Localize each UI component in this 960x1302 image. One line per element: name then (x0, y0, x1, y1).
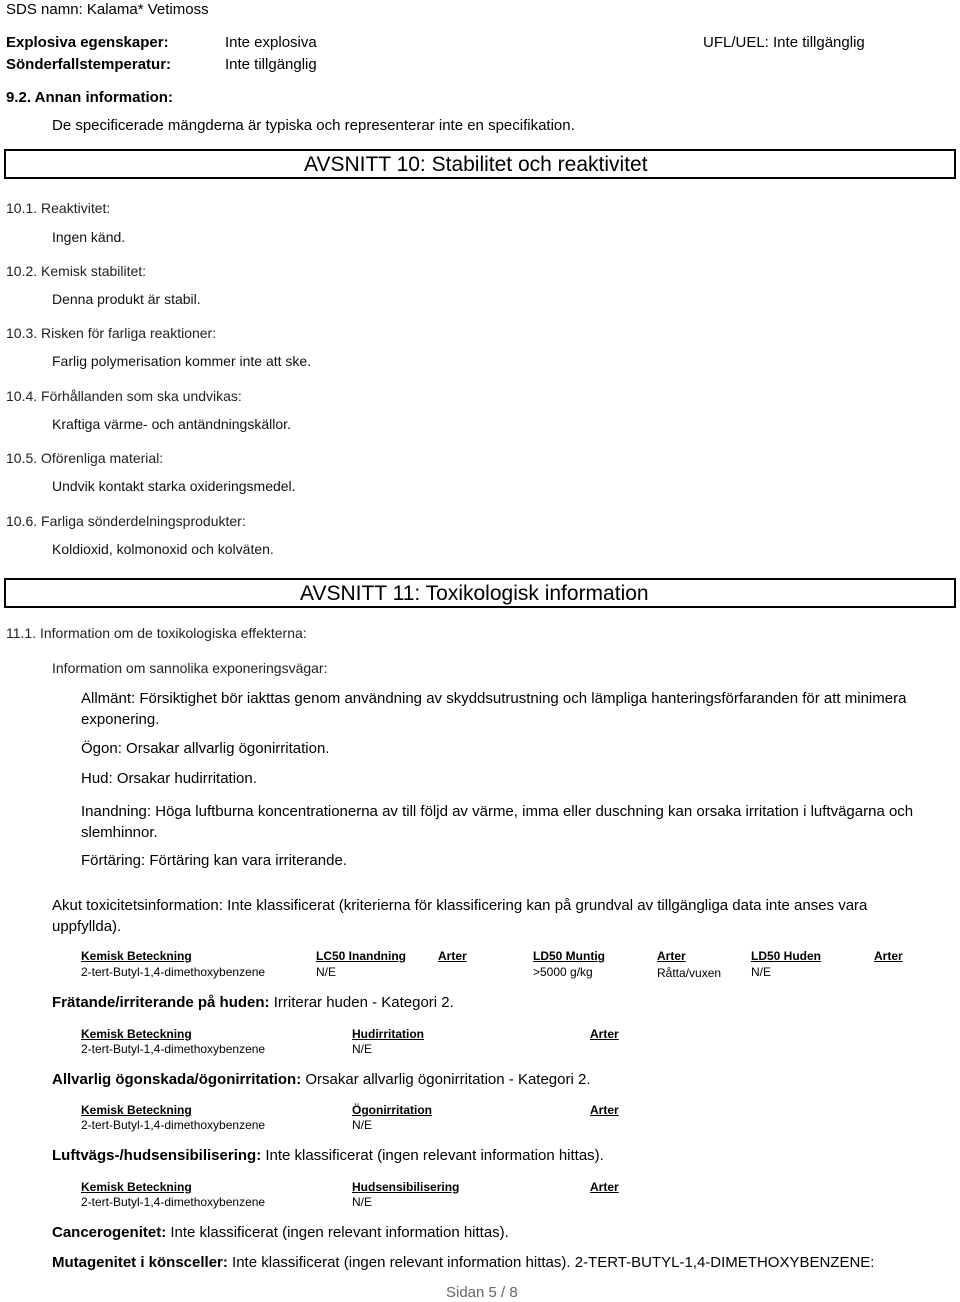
item-10-4-title: 10.4. Förhållanden som ska undvikas: (6, 388, 242, 404)
table-cell: N/E (352, 1195, 373, 1209)
table-header: Arter (590, 1180, 619, 1194)
table-header: Hudsensibilisering (352, 1180, 460, 1194)
eyes-line (81, 740, 329, 757)
table-header: Arter (874, 949, 903, 963)
table-header: LD50 Muntig (533, 949, 605, 963)
item-10-3-title: 10.3. Risken för farliga reaktioner: (6, 325, 217, 341)
table-cell: N/E (352, 1118, 373, 1132)
mutagenicity-text: Inte klassificerat (ingen relevant information hittas). 2-TERT-BUTYL-1,4-DIMETHOXYBENZENE: (232, 1254, 875, 1271)
explosive-value: Inte explosiva (225, 34, 317, 51)
mutagenicity-label: Mutagenitet i könsceller: (52, 1254, 228, 1271)
table-header: Arter (657, 949, 686, 963)
table-header: Arter (590, 1027, 619, 1041)
exposure-routes-title: Information om sannolika exponeringsvägar: (52, 660, 328, 676)
inhalation-label: Inandning: (81, 803, 152, 820)
ufl-uel-value: UFL/UEL: Inte tillgänglig (703, 34, 865, 51)
table-header: LC50 Inandning (316, 949, 406, 963)
section-9-2-text: De specificerade mängderna är typiska och representerar inte en specifikation. (52, 117, 575, 134)
eye-damage-text: Orsakar allvarlig ögonirritation - Kategori 2. (305, 1071, 591, 1088)
table-cell: 2-tert-Butyl-1,4-dimethoxybenzene (81, 1042, 266, 1056)
section-10-title: AVSNITT 10: Stabilitet och reaktivitet (304, 153, 648, 176)
ingestion-text: Förtäring kan vara irriterande. (149, 852, 347, 869)
skin-line (81, 770, 257, 787)
table-cell: 2-tert-Butyl-1,4-dimethoxybenzene (81, 1118, 266, 1132)
skin-label: Hud: (81, 770, 113, 787)
table-header: Kemisk Beteckning (81, 949, 192, 963)
section-11-title: AVSNITT 11: Toxikologisk information (300, 582, 649, 605)
item-10-2-title: 10.2. Kemisk stabilitet: (6, 263, 147, 279)
ingestion-line (81, 852, 347, 869)
eye-damage-label: Allvarlig ögonskada/ögonirritation: (52, 1071, 302, 1088)
table-cell: >5000 g/kg (533, 965, 593, 979)
skin-corrosion-label: Frätande/irriterande på huden: (52, 994, 270, 1011)
mutagenicity-line (52, 1254, 874, 1271)
acute-toxicity-label: Akut toxicitetsinformation: (52, 897, 223, 914)
table-cell: 2-tert-Butyl-1,4-dimethoxybenzene (81, 965, 266, 979)
carcinogenicity-text: Inte klassificerat (ingen relevant information hittas). (170, 1224, 509, 1241)
decomposition-label: Sönderfallstemperatur: (6, 56, 172, 73)
ingestion-label: Förtäring: (81, 852, 146, 869)
table-header: Kemisk Beteckning (81, 1103, 192, 1117)
table-cell: N/E (352, 1042, 373, 1056)
decomposition-value: Inte tillgänglig (225, 56, 317, 73)
inhalation-text: Höga luftburna koncentrationerna av till följd av värme, imma eller duschning kan orsaka irritation i luftvägarna och slemhinnor. (81, 803, 914, 841)
general-label: Allmänt: (81, 690, 136, 707)
item-10-6-title: 10.6. Farliga sönderdelningsprodukter: (6, 513, 246, 529)
table-header: LD50 Huden (751, 949, 822, 963)
table-header: Hudirritation (352, 1027, 424, 1041)
sensitisation-label: Luftvägs-/hudsensibilisering: (52, 1147, 262, 1164)
section-11-header (4, 578, 956, 608)
table-cell: Råtta/vuxen (657, 966, 722, 980)
section-11-1-title: 11.1. Information om de toxikologiska effekterna: (6, 625, 307, 641)
item-10-5-title: 10.5. Oförenliga material: (6, 450, 164, 466)
eyes-label: Ögon: (81, 740, 122, 757)
sensitisation-line (52, 1147, 604, 1164)
section-10-header (4, 149, 956, 179)
inhalation-paragraph (81, 801, 951, 843)
page-number: Sidan 5 / 8 (446, 1284, 518, 1301)
skin-text: Orsakar hudirritation. (116, 770, 257, 787)
acute-toxicity-paragraph (52, 895, 912, 937)
item-10-4-text: Kraftiga värme- och antändningskällor. (52, 416, 291, 432)
table-header: Kemisk Beteckning (81, 1180, 192, 1194)
carcinogenicity-line (52, 1224, 509, 1241)
item-10-1-text: Ingen känd. (52, 229, 126, 245)
table-cell: N/E (316, 965, 337, 979)
table-cell: 2-tert-Butyl-1,4-dimethoxybenzene (81, 1195, 266, 1209)
table-header: Ögonirritation (352, 1103, 432, 1117)
sensitisation-text: Inte klassificerat (ingen relevant information hittas). (265, 1147, 604, 1164)
skin-corrosion-text: Irriterar huden - Kategori 2. (273, 994, 454, 1011)
table-header: Arter (590, 1103, 619, 1117)
general-text: Försiktighet bör iakttas genom användning av skyddsutrustning och lämpliga hanteringsförfaranden för att minimera exponering. (81, 690, 907, 728)
item-10-2-text: Denna produkt är stabil. (52, 291, 201, 307)
table-header: Arter (438, 949, 467, 963)
explosive-label: Explosiva egenskaper: (6, 34, 169, 51)
skin-corrosion-line (52, 994, 454, 1011)
acute-toxicity-text: Inte klassificerat (kriterierna för klassificering kan på grundval av tillgängliga data inte anses vara uppfyllda). (52, 897, 868, 935)
item-10-6-text: Koldioxid, kolmonoxid och kolväten. (52, 541, 274, 557)
section-9-2-title: 9.2. Annan information: (6, 89, 173, 106)
item-10-1-title: 10.1. Reaktivitet: (6, 200, 111, 216)
table-cell: N/E (751, 965, 772, 979)
item-10-5-text: Undvik kontakt starka oxideringsmedel. (52, 478, 296, 494)
sds-name: SDS namn: Kalama* Vetimoss (6, 1, 209, 18)
item-10-3-text: Farlig polymerisation kommer inte att ske. (52, 353, 312, 369)
eyes-text: Orsakar allvarlig ögonirritation. (126, 740, 330, 757)
general-paragraph (81, 688, 921, 730)
eye-damage-line (52, 1071, 590, 1088)
table-header: Kemisk Beteckning (81, 1027, 192, 1041)
carcinogenicity-label: Cancerogenitet: (52, 1224, 167, 1241)
